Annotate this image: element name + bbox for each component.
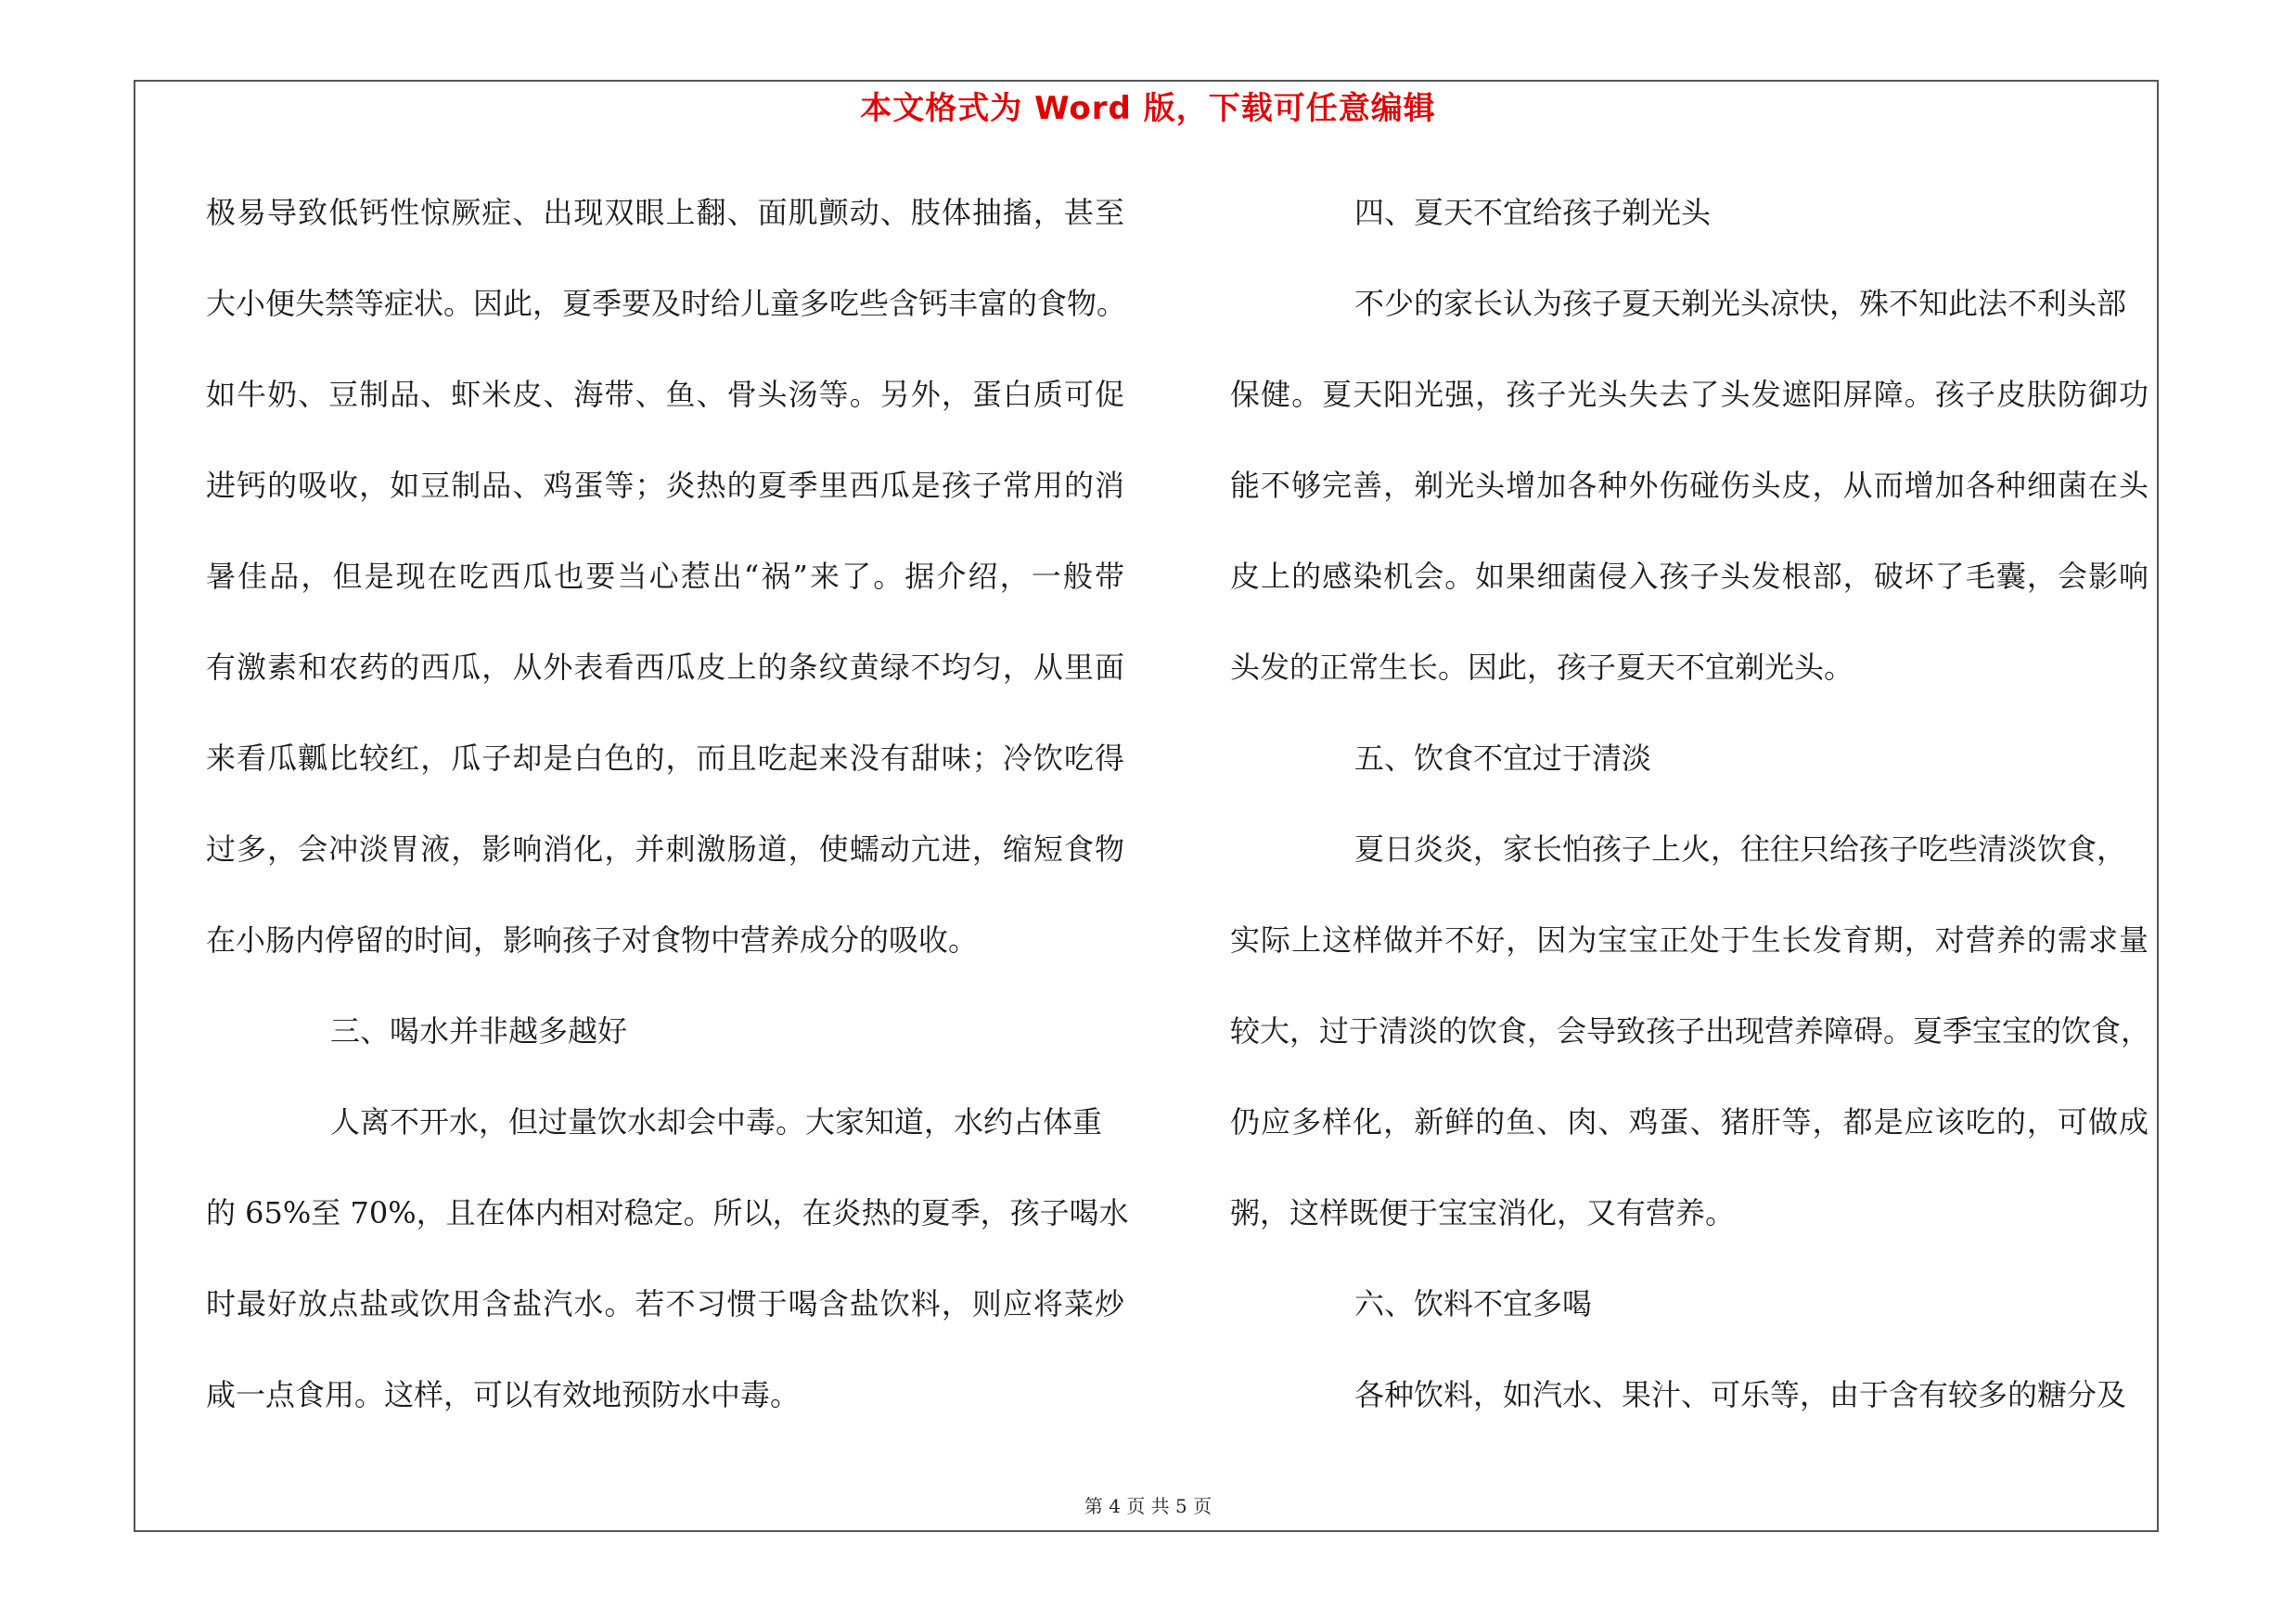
left-column [206,186,1129,1459]
text-line: 不少的家长认为孩子夏天剃光头凉快，殊不知此法不利头部 [1354,286,2127,321]
text-line: 六、饮料不宜多喝 [1354,1286,1593,1321]
text-line: 咸一点食用。这样，可以有效地预防水中毒。 [206,1377,801,1412]
text-line: 人离不开水，但过量饮水却会中毒。大家知道，水约占体重 [330,1104,1103,1140]
text-line: 各种饮料，如汽水、果汁、可乐等，由于含有较多的糖分及 [1354,1377,2127,1412]
text-line: 五、饮食不宜过于清淡 [1354,741,1652,776]
text-line: 进钙的吸收，如豆制品、鸡蛋等；炎热的夏季里西瓜是孩子常用的消 [206,468,1124,503]
text-line: 暑佳品，但是现在吃西瓜也要当心惹出“祸”来了。据介绍，一般带 [206,559,1124,594]
text-line: 四、夏天不宜给孩子剃光头 [1354,195,1712,230]
text-line: 头发的正常生长。因此，孩子夏天不宜剃光头。 [1230,650,1854,685]
text-line: 大小便失禁等症状。因此，夏季要及时给儿童多吃些含钙丰富的食物。 [206,286,1127,321]
text-line: 有激素和农药的西瓜，从外表看西瓜皮上的条纹黄绿不均匀，从里面 [206,650,1124,685]
format-banner: 本文格式为 Word 版，下载可任意编辑 [860,90,1436,127]
text-line: 三、喝水并非越多越好 [330,1013,628,1049]
text-line: 保健。夏天阳光强，孩子光头失去了头发遮阳屏障。孩子皮肤防御功 [1230,377,2148,412]
text-line: 夏日炎炎，家长怕孩子上火，往往只给孩子吃些清淡饮食， [1354,831,2127,867]
text-line: 粥，这样既便于宝宝消化，又有营养。 [1230,1195,1736,1230]
text-line: 在小肠内停留的时间，影响孩子对食物中营养成分的吸收。 [206,922,979,958]
text-line: 过多，会冲淡胃液，影响消化，并刺激肠道，使蠕动亢进，缩短食物 [206,831,1124,867]
text-line: 极易导致低钙性惊厥症、出现双眼上翻、面肌颤动、肢体抽搐，甚至 [206,195,1124,230]
text-line: 的 65%至 70%，且在体内相对稳定。所以，在炎热的夏季，孩子喝水 [206,1195,1129,1230]
text-line: 较大，过于清淡的饮食，会导致孩子出现营养障碍。夏季宝宝的饮食， [1230,1013,2151,1049]
page-number-footer: 第 4 页 共 5 页 [1084,1495,1212,1517]
text-line: 如牛奶、豆制品、虾米皮、海带、鱼、骨头汤等。另外，蛋白质可促 [206,377,1124,412]
text-line: 皮上的感染机会。如果细菌侵入孩子头发根部，破坏了毛囊，会影响 [1230,559,2148,594]
text-line: 时最好放点盐或饮用含盐汽水。若不习惯于喝含盐饮料，则应将菜炒 [206,1286,1124,1321]
text-line: 能不够完善，剃光头增加各种外伤碰伤头皮，从而增加各种细菌在头 [1230,468,2148,503]
text-line: 仍应多样化，新鲜的鱼、肉、鸡蛋、猪肝等，都是应该吃的，可做成 [1230,1104,2148,1140]
text-line: 来看瓜瓤比较红，瓜子却是白色的，而且吃起来没有甜味；冷饮吃得 [206,741,1124,776]
text-line: 实际上这样做并不好，因为宝宝正处于生长发育期，对营养的需求量 [1230,922,2148,958]
right-column [1230,186,2151,1459]
